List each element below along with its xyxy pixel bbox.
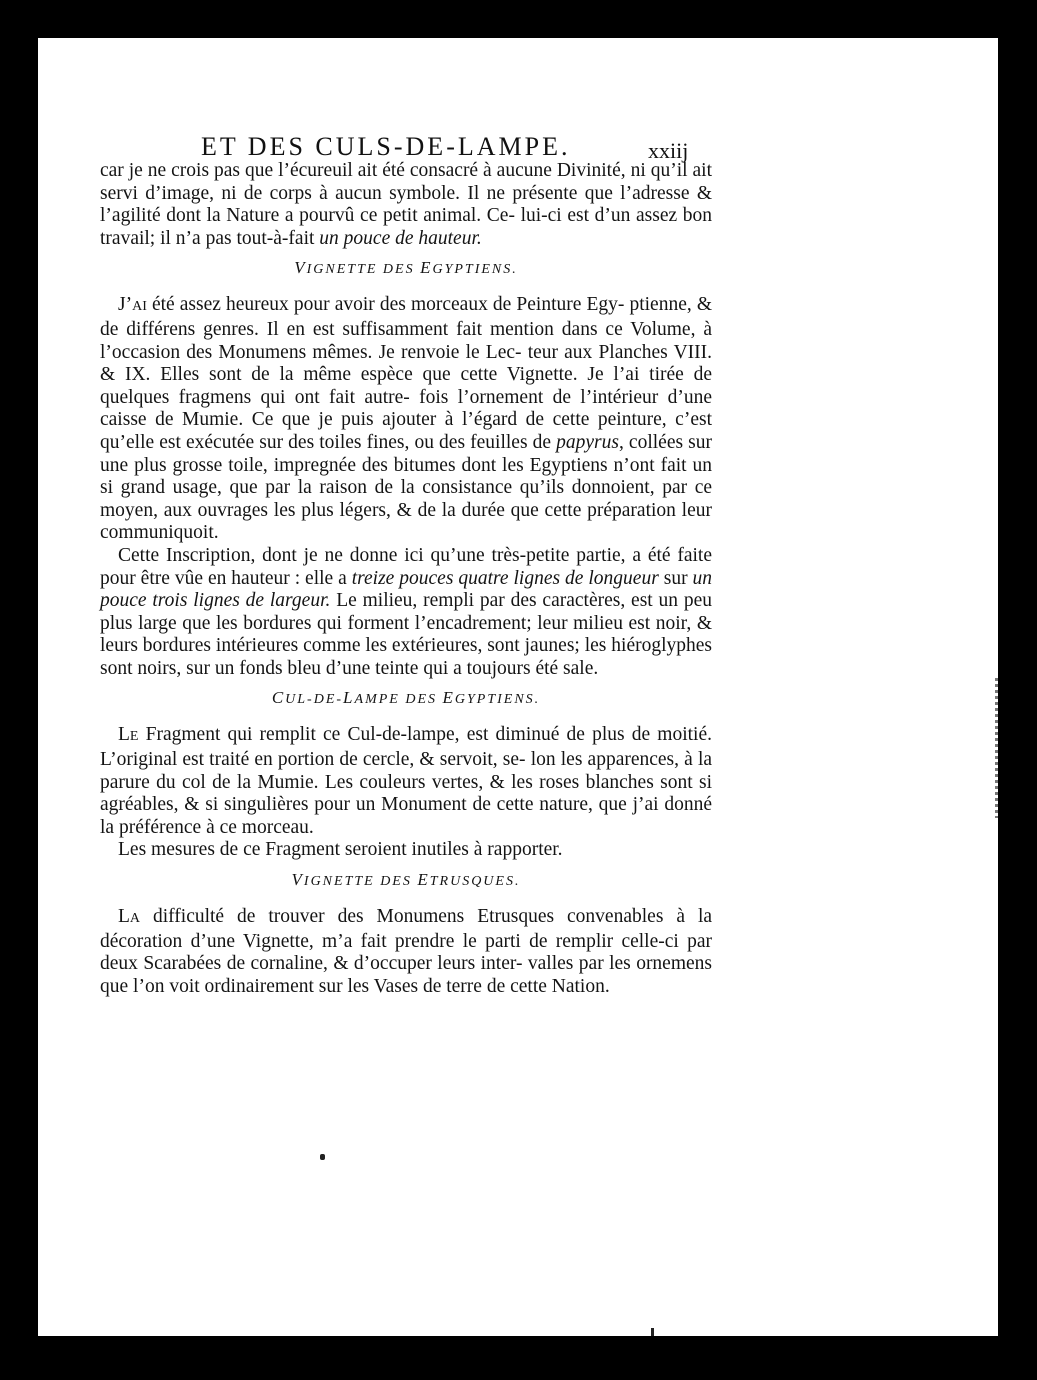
text-line: que l’adresse & l’agilité dont la Nature a pourvû ce petit animal. Ce-	[100, 182, 712, 227]
section-heading: CUL-DE-LAMPE DES EGYPTIENS.	[271, 688, 541, 708]
italic-phrase: papyrus	[556, 431, 619, 453]
body-text	[100, 160, 712, 998]
italic-phrase: treize pouces quatre lignes	[351, 567, 561, 589]
page-number: xxiij	[648, 138, 689, 163]
section-heading: VIGNETTE DES EGYPTIENS.	[294, 258, 518, 278]
italic-phrase: un pouce de	[319, 227, 414, 249]
ink-mark	[320, 1154, 325, 1160]
ink-mark	[651, 1328, 654, 1336]
page-edge-mark	[995, 678, 998, 818]
paragraph-6: LA difficulté de trouver des Monumens Etrusques convenables à la décoration d’une Vignette, m’a fait prendre le parti de remplir celle-ci par deux Scarabées de cornaline, & d’occuper leurs inter- valles par les ornemens que l’on voit ordinairement sur les Vases de terre de cette Nation.	[100, 906, 713, 997]
paragraph-4: LE Fragment qui remplit ce Cul-de-lampe, est diminué de plus de moitié. L’original est traité en portion de cercle, & servoit, se- lon les apparences, à la parure du col de la Mumie. Les couleurs vertes, & les roses blanches sont si agréables, & si singulières pour un Monument de cette nature, que j’ai donné la préférence à ce morceau.	[100, 724, 713, 838]
paragraph-5: Les mesures de ce Fragment seroient inutiles à rapporter.	[118, 839, 563, 861]
book-page	[38, 38, 998, 1336]
text-line: lui-ci est d’un assez bon travail; il n’a pas tout-à-fait	[100, 205, 712, 249]
running-head: ET DES CULS-DE-LAMPE.	[201, 132, 571, 161]
section-heading: VIGNETTE DES ETRUSQUES.	[291, 870, 521, 890]
paragraph-1	[100, 160, 712, 250]
paragraph-3: Cette Inscription, dont je ne donne ici qu’une très-petite partie, a été faite pour être vûe en hauteur : elle a treize pouces quatre lignes de longueur sur un pouce trois lignes de largeur. Le milieu, rempli par des caractères, est un peu plus large que les bordures qui forment l’encadrement; leur milieu est noir, & leurs bordures intérieures comme les extérieures, sont jaunes; les hiéroglyphes sont noirs, sur un fonds bleu d’une teinte qui a toujours été sale.	[100, 544, 713, 679]
italic-phrase: de longueur	[565, 567, 659, 589]
text-line: car je ne crois pas que l’écureuil ait été consacré à aucune Divinité,	[100, 160, 626, 181]
italic-phrase: un pouce trois lignes de largeur.	[100, 567, 713, 612]
text-line: ni qu’il ait servi d’image, ni de corps à aucun symbole. Il ne présente	[100, 160, 712, 204]
italic-phrase: hauteur.	[418, 227, 482, 249]
paragraph-2: J’AI été assez heureux pour avoir des morceaux de Peinture Egy- ptienne, & de différens genres. Il en est suffisamment fait mention dans ce Volume, à l’occasion des Monumens mêmes. Je renvoie le Lec- teur aux Planches VIII. & IX. Elles sont de la même espèce que cette Vignette. Je l’ai tirée de quelques fragmens qui ont fait autre- fois l’ornement de l’intérieur d’une caisse de Mumie. Ce que je puis ajouter à l’égard de cette peinture, c’est qu’elle est exécutée sur des toiles fines, ou des feuilles de papyrus, collées sur une plus grosse toile, impregnée des bitumes dont les Egyptiens n’ont fait un si grand usage, que par la raison de la consistance qu’ils donnoient, par ce moyen, aux ouvrages les plus légers, & de la durée que cette préparation leur communiquoit.	[100, 294, 713, 544]
